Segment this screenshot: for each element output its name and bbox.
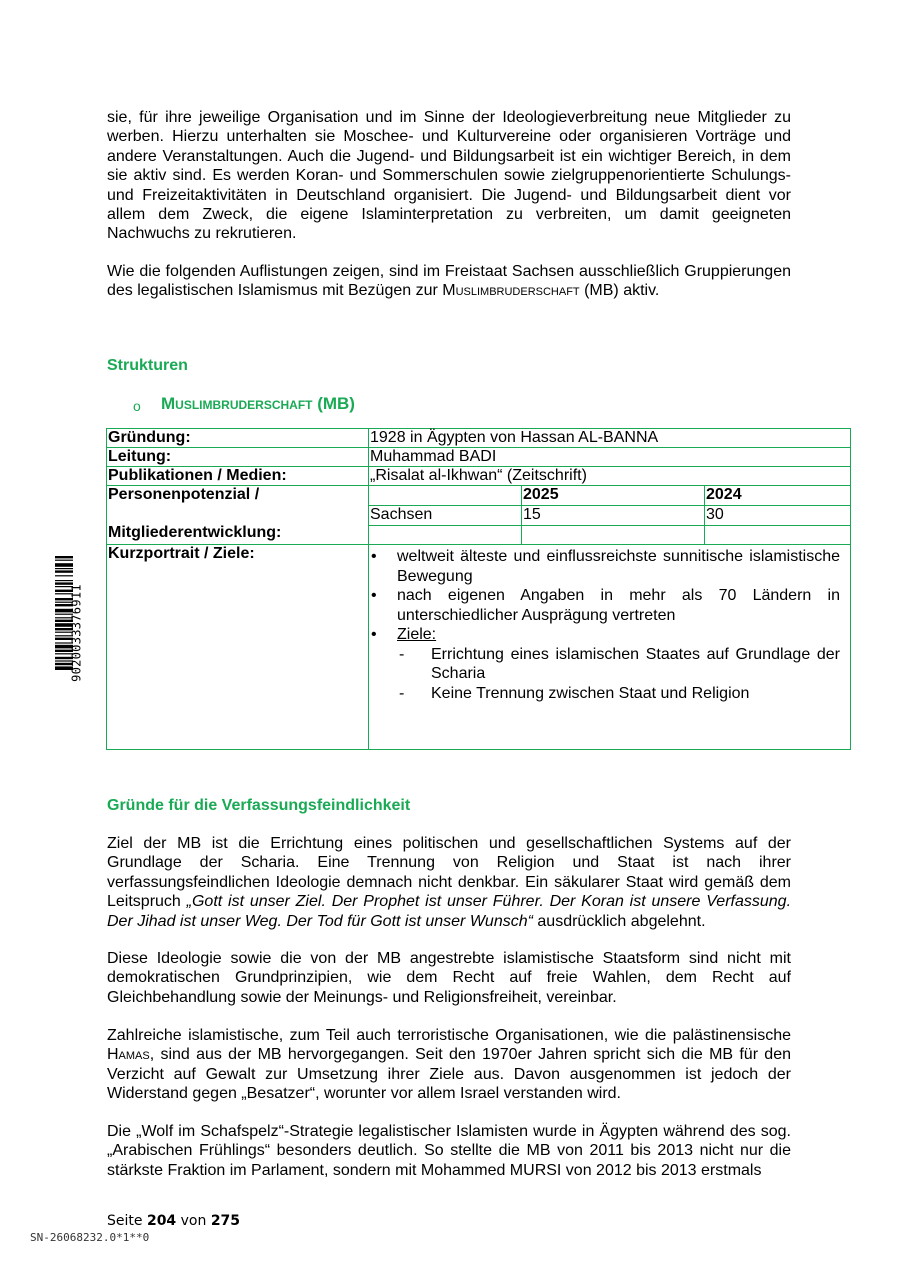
empty-cell [369, 526, 522, 545]
reasons-paragraph-3: Zahlreiche islamistische, zum Teil auch terroristische Organisationen, wie die palästinensische Hamas, sind aus der MB hervorgegangen. Seit den 1970er Jahren spricht sich die MB für den Verzicht auf Gewalt zur Umsetzung ihrer Ziele aus. Davon ausgenommen ist jedoch der Widerstand gegen „Besatzer“, worunter vor allem Israel verstanden wird. [107, 1027, 791, 1103]
barcode-number: 9020033376911 [69, 584, 84, 682]
potential-label-line-1: Personenpotenzial / [108, 486, 260, 503]
region-cell: Sachsen [369, 506, 522, 526]
portrait-content [369, 545, 851, 750]
page-footer: Seite 204 von 275 [107, 1213, 241, 1229]
goals-heading: Ziele: [397, 626, 437, 643]
list-item: • nach eigenen Angaben in mehr als 70 Ländern in unterschiedlicher Ausprägung vertreten [397, 586, 840, 625]
organization-info-table [106, 428, 851, 750]
table-row [107, 545, 851, 750]
media-value: „Risalat al-Ikhwan“ (Zeitschrift) [369, 467, 851, 486]
value-2024-cell: 30 [705, 506, 851, 526]
table-row [107, 486, 851, 506]
media-label: Publikationen / Medien: [107, 467, 369, 486]
document-id: SN-26068232.0*1**0 [30, 1231, 150, 1244]
intro-paragraph-1: sie, für ihre jeweilige Organisation und im Sinne der Ideologieverbreitung neue Mitglieder zu werben. Hierzu unterhalten sie Moschee- und Kulturvereine oder organisieren Vorträge und andere Veranstaltungen. Auch die Jugend- und Bildungsarbeit ist ein wichtiger Bereich, in dem sie aktiv sind. Es werden Koran- und Sommerschulen sowie zielgruppenorientierte Schulungs- und Freizeitaktivitäten in Deutschland organisiert. Die Jugend- und Bildungsarbeit dient vor allem dem Zweck, die eigene Islaminterpretation zu verbreiten, um damit geeigneten Nachwuchs zu rekrutieren. [107, 109, 791, 243]
table-row [107, 448, 851, 467]
list-item [397, 625, 840, 703]
page-total: 275 [210, 1213, 241, 1229]
empty-cell [522, 526, 705, 545]
list-item: - Errichtung eines islamischen Staates auf Grundlage der Scharia [431, 645, 840, 684]
founding-value: 1928 in Ägypten von Hassan AL-BANNA [369, 429, 851, 448]
year-2025-header: 2025 [522, 486, 705, 506]
potential-label-line-2: Mitgliederentwicklung: [108, 524, 282, 541]
circle-bullet-icon: o [133, 398, 141, 414]
leadership-label: Leitung: [107, 448, 369, 467]
year-2024-header: 2024 [705, 486, 851, 506]
list-item: • weltweit älteste und einflussreichste sunnitische islamistische Bewegung [397, 547, 840, 586]
list-item: - Keine Trennung zwischen Staat und Religion [431, 684, 840, 704]
reasons-paragraph-2: Diese Ideologie sowie die von der MB angestrebte islamistische Staatsform sind nicht mit demokratischen Grundprinzipien, wie dem Recht auf freie Wahlen, dem Recht auf Gleichbehandlung sowie der Meinungs- und Religionsfreiheit, vereinbar. [107, 950, 791, 1006]
potential-label [107, 486, 369, 545]
section-heading-reasons: Gründe für die Verfassungsfeindlichkeit [107, 797, 411, 814]
table-row [107, 467, 851, 486]
value-2025-cell: 15 [522, 506, 705, 526]
empty-cell [369, 486, 522, 506]
section-heading-structures: Strukturen [107, 357, 188, 374]
founding-label: Gründung: [107, 429, 369, 448]
empty-cell [705, 526, 851, 545]
page-number: 204 [146, 1213, 177, 1229]
portrait-label: Kurzportrait / Ziele: [107, 545, 369, 750]
reasons-paragraph-1: Ziel der MB ist die Errichtung eines politischen und gesellschaftlichen Systems auf der Grundlage der Scharia. Eine Trennung von Religion und Staat ist nach ihrer verfassungsfeindlichen Ideologie demnach nicht denkbar. Ein säkularer Staat wird gemäß dem Leitspruch „Gott ist unser Ziel. Der Prophet ist unser Führer. Der Koran ist unsere Verfassung. Der Jihad ist unser Weg. Der Tod für Gott ist unser Wunsch“ ausdrücklich abgelehnt. [107, 835, 792, 930]
organization-title: Muslimbruderschaft (MB) [161, 394, 355, 413]
reasons-paragraph-4: Die „Wolf im Schafspelz“-Strategie legalistischer Islamisten wurde in Ägypten während des sog. „Arabischen Frühlings“ besonders deutlich. So stellte die MB von 2011 bis 2013 nicht nur die stärkste Fraktion im Parlament, sondern mit Mohammed MURSI von 2012 bis 2013 erstmals [107, 1123, 791, 1179]
portrait-bullet-list [370, 545, 849, 703]
intro-paragraph-2: Wie die folgenden Auflistungen zeigen, sind im Freistaat Sachsen ausschließlich Gruppierungen des legalistischen Islamismus mit Bezügen zur Muslimbruderschaft (MB) aktiv. [107, 263, 791, 300]
goals-sub-list [397, 645, 840, 704]
table-row [107, 429, 851, 448]
leadership-value: Muhammad BADI [369, 448, 851, 467]
